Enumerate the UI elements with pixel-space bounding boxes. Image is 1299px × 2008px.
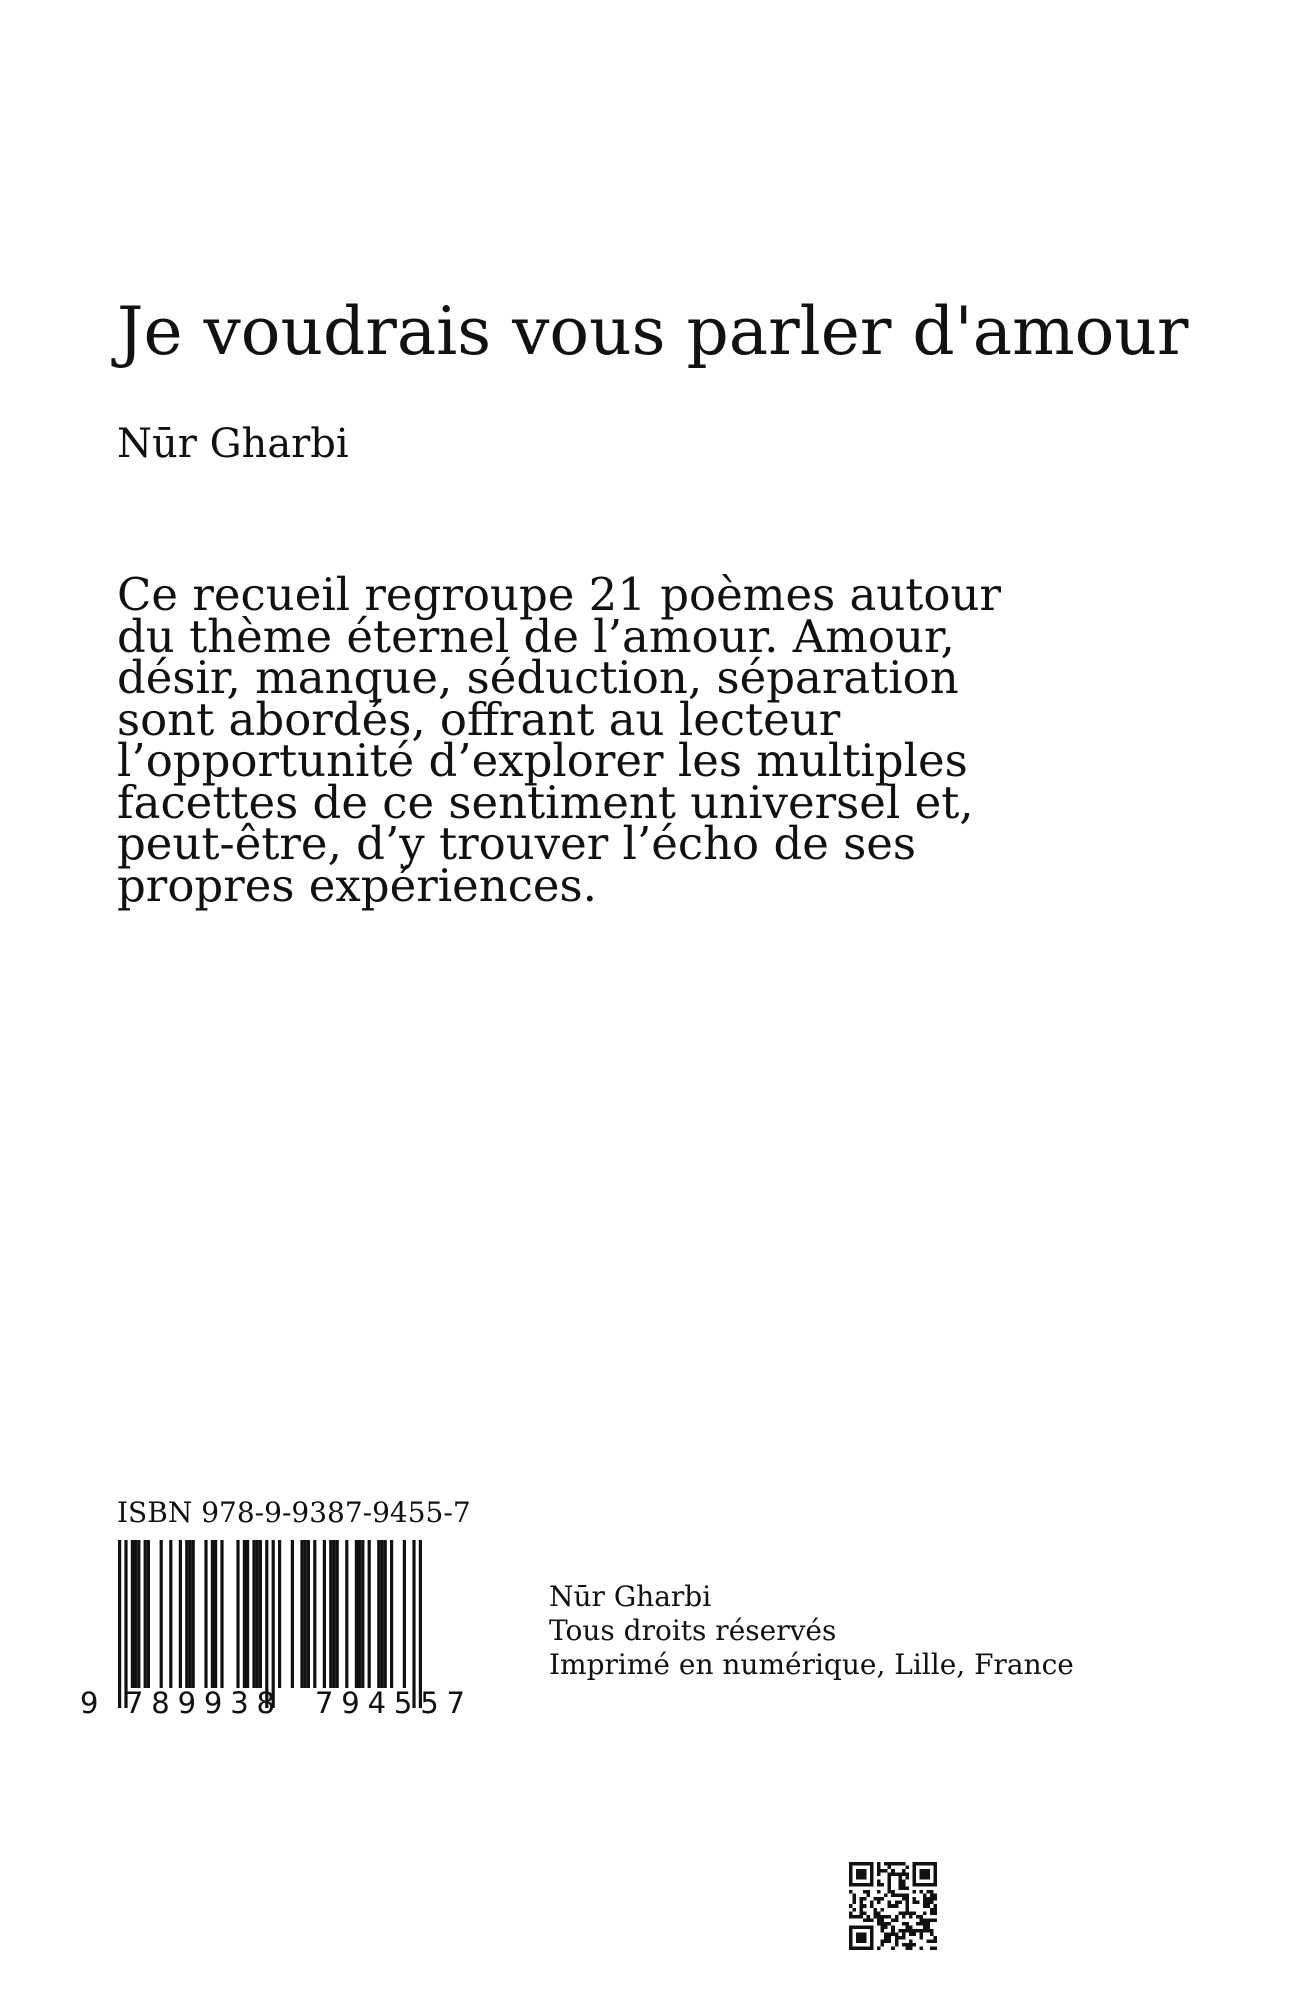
blurb-line: désir, manque, séduction, séparation: [117, 651, 959, 704]
qr-module: [898, 1873, 902, 1877]
qr-module: [884, 1936, 888, 1940]
qr-module: [877, 1862, 881, 1866]
qr-module: [888, 1922, 892, 1926]
barcode-bar: [300, 1540, 303, 1688]
barcode-bar: [169, 1540, 172, 1688]
barcode-bar: [211, 1540, 214, 1688]
qr-module: [902, 1887, 906, 1891]
qr-module: [923, 1897, 927, 1901]
barcode-bar: [243, 1540, 246, 1688]
qr-module: [867, 1915, 871, 1919]
qr-module: [863, 1904, 867, 1908]
qr-module: [923, 1904, 927, 1908]
qr-modules: [849, 1862, 937, 1950]
qr-module: [905, 1894, 909, 1898]
qr-module: [926, 1890, 930, 1894]
barcode-bar: [188, 1540, 191, 1688]
qr-module: [881, 1925, 885, 1929]
qr-module: [926, 1922, 930, 1926]
qr-module: [884, 1932, 888, 1936]
qr-module: [930, 1932, 934, 1936]
qr-module: [912, 1929, 916, 1933]
qr-module: [919, 1918, 923, 1922]
barcode-digit-lead: 9: [80, 1686, 99, 1718]
qr-module: [905, 1929, 909, 1933]
book-blurb: [117, 568, 1001, 912]
barcode-bar: [144, 1540, 147, 1688]
qr-module: [888, 1887, 892, 1891]
qr-module: [930, 1946, 934, 1950]
qr-module: [923, 1929, 927, 1933]
qr-module: [895, 1936, 899, 1940]
qr-module: [895, 1904, 899, 1908]
qr-module: [916, 1929, 920, 1933]
qr-module: [874, 1897, 878, 1901]
qr-module: [930, 1908, 934, 1912]
qr-module: [863, 1918, 867, 1922]
qr-module: [891, 1929, 895, 1933]
qr-module: [933, 1904, 937, 1908]
barcode-bar: [252, 1540, 255, 1688]
qr-module: [926, 1901, 930, 1905]
qr-module: [895, 1943, 899, 1947]
qr-module: [898, 1876, 902, 1880]
barcode-bar: [131, 1540, 134, 1688]
qr-code-icon: [849, 1862, 937, 1950]
barcode-bar: [192, 1540, 195, 1688]
qr-module: [902, 1915, 906, 1919]
qr-module: [919, 1929, 923, 1933]
qr-module: [891, 1904, 895, 1908]
qr-module: [926, 1939, 930, 1943]
qr-module: [909, 1915, 913, 1919]
qr-module: [849, 1904, 853, 1908]
qr-module: [895, 1939, 899, 1943]
qr-module: [891, 1946, 895, 1950]
qr-module: [902, 1929, 906, 1933]
barcode-bar: [137, 1540, 140, 1688]
qr-module: [905, 1904, 909, 1908]
barcode-bar: [272, 1540, 275, 1708]
qr-module: [919, 1915, 923, 1919]
qr-module: [902, 1943, 906, 1947]
barcode-bar: [134, 1540, 137, 1688]
qr-module: [891, 1873, 895, 1877]
qr-module: [874, 1911, 878, 1915]
blurb-line: du thème éternel de l’amour. Amour,: [117, 609, 955, 663]
barcode-bar: [358, 1540, 361, 1688]
qr-module: [895, 1932, 899, 1936]
qr-module: [881, 1918, 885, 1922]
blurb-line: propres expériences.: [117, 858, 597, 912]
qr-module: [905, 1876, 909, 1880]
isbn-barcode: [78, 1538, 488, 1718]
qr-module: [877, 1911, 881, 1915]
barcode-bar: [403, 1540, 406, 1688]
qr-module: [860, 1897, 864, 1901]
barcode-bar: [118, 1540, 121, 1708]
qr-module: [919, 1946, 923, 1950]
qr-module: [870, 1918, 874, 1922]
qr-module: [930, 1939, 934, 1943]
barcode-bar: [361, 1540, 364, 1688]
qr-module: [881, 1939, 885, 1943]
qr-module: [891, 1932, 895, 1936]
qr-module: [933, 1894, 937, 1898]
qr-module: [912, 1943, 916, 1947]
qr-module: [849, 1890, 853, 1894]
qr-module: [867, 1918, 871, 1922]
qr-module: [933, 1946, 937, 1950]
qr-module: [877, 1890, 881, 1894]
barcode-bar: [256, 1540, 259, 1688]
qr-module: [891, 1925, 895, 1929]
barcode-bar: [124, 1540, 127, 1708]
barcode-bar: [185, 1540, 188, 1688]
qr-module: [933, 1939, 937, 1943]
qr-module: [902, 1894, 906, 1898]
qr-module: [902, 1897, 906, 1901]
qr-module: [916, 1915, 920, 1919]
qr-module: [912, 1897, 916, 1901]
qr-module: [867, 1894, 871, 1898]
qr-module: [905, 1901, 909, 1905]
barcode-bar: [179, 1540, 182, 1688]
qr-module: [902, 1869, 906, 1873]
qr-module: [895, 1894, 899, 1898]
barcode-bar: [265, 1540, 268, 1708]
qr-module: [877, 1869, 881, 1873]
barcode-bar: [368, 1540, 371, 1688]
qr-module: [870, 1901, 874, 1905]
qr-module: [909, 1946, 913, 1950]
barcode-bar: [332, 1540, 335, 1688]
qr-module: [860, 1908, 864, 1912]
qr-module: [930, 1929, 934, 1933]
qr-module: [877, 1880, 881, 1884]
qr-module: [902, 1873, 906, 1877]
qr-module: [888, 1936, 892, 1940]
barcode-bar: [220, 1540, 223, 1688]
qr-module: [874, 1915, 878, 1919]
qr-module: [926, 1897, 930, 1901]
qr-module: [923, 1901, 927, 1905]
qr-module: [905, 1866, 909, 1870]
qr-module: [884, 1862, 888, 1866]
qr-module: [905, 1897, 909, 1901]
qr-module: [898, 1894, 902, 1898]
qr-module: [881, 1883, 885, 1887]
qr-module: [930, 1918, 934, 1922]
qr-module: [860, 1911, 864, 1915]
qr-module: [902, 1880, 906, 1884]
qr-module: [933, 1936, 937, 1940]
qr-module: [930, 1911, 934, 1915]
blurb-line: sont abordés, offrant au lecteur: [117, 692, 841, 746]
qr-module: [933, 1908, 937, 1912]
imprint-printed: Imprimé en numérique, Lille, France: [549, 1648, 1074, 1681]
barcode-bar: [355, 1540, 358, 1688]
barcode-bar: [278, 1540, 281, 1688]
qr-module: [898, 1880, 902, 1884]
qr-module: [881, 1908, 885, 1912]
imprint-block: [549, 1580, 1074, 1682]
qr-module: [902, 1911, 906, 1915]
qr-module: [923, 1911, 927, 1915]
qr-module: [853, 1894, 857, 1898]
barcode-bar: [147, 1540, 150, 1688]
qr-module: [884, 1894, 888, 1898]
qr-module: [877, 1883, 881, 1887]
qr-module: [888, 1932, 892, 1936]
qr-module: [898, 1929, 902, 1933]
qr-module: [930, 1894, 934, 1898]
qr-module: [856, 1932, 867, 1943]
qr-module: [853, 1897, 857, 1901]
barcode-bar: [304, 1540, 307, 1688]
blurb-line: peut-être, d’y trouver l’écho de ses: [117, 817, 917, 870]
isbn-label: ISBN 978-9-9387-9455-7: [117, 1496, 471, 1529]
qr-module: [919, 1869, 930, 1880]
qr-module: [891, 1862, 895, 1866]
qr-module: [916, 1901, 920, 1905]
qr-module: [895, 1873, 899, 1877]
barcode-bars: [118, 1540, 422, 1708]
qr-module: [905, 1887, 909, 1891]
qr-module: [888, 1915, 892, 1919]
qr-module: [909, 1911, 913, 1915]
qr-module: [884, 1922, 888, 1926]
qr-module: [895, 1862, 899, 1866]
barcode-bar: [291, 1540, 294, 1688]
qr-module: [905, 1911, 909, 1915]
qr-module: [930, 1897, 934, 1901]
qr-module: [891, 1869, 895, 1873]
qr-module: [877, 1918, 881, 1922]
qr-module: [898, 1911, 902, 1915]
qr-module: [877, 1915, 881, 1919]
barcode-bar: [236, 1540, 239, 1688]
qr-module: [919, 1936, 923, 1940]
qr-module: [888, 1939, 892, 1943]
qr-module: [870, 1904, 874, 1908]
qr-module: [888, 1890, 892, 1894]
qr-module: [898, 1936, 902, 1940]
qr-module: [902, 1883, 906, 1887]
qr-module: [905, 1925, 909, 1929]
qr-module: [933, 1918, 937, 1922]
qr-module: [919, 1890, 923, 1894]
qr-module: [905, 1943, 909, 1947]
qr-module: [898, 1883, 902, 1887]
qr-module: [853, 1908, 857, 1912]
qr-module: [898, 1901, 902, 1905]
qr-module: [874, 1908, 878, 1912]
qr-module: [877, 1946, 881, 1950]
qr-module: [919, 1922, 923, 1926]
qr-module: [905, 1908, 909, 1912]
qr-module: [912, 1911, 916, 1915]
qr-module: [902, 1932, 906, 1936]
qr-module: [856, 1915, 860, 1919]
qr-module: [895, 1915, 899, 1919]
qr-module: [849, 1915, 853, 1919]
barcode-bar: [390, 1540, 393, 1688]
qr-module: [923, 1894, 927, 1898]
qr-module: [888, 1904, 892, 1908]
qr-module: [916, 1922, 920, 1926]
qr-module: [909, 1932, 913, 1936]
blurb-line: Ce recueil regroupe 21 poèmes autour: [117, 568, 1001, 621]
barcode-bar: [329, 1540, 332, 1688]
qr-module: [863, 1897, 867, 1901]
barcode-bar: [246, 1540, 249, 1688]
qr-module: [881, 1929, 885, 1933]
qr-module: [888, 1883, 892, 1887]
qr-module: [877, 1922, 881, 1926]
barcode-bar: [307, 1540, 310, 1688]
qr-module: [923, 1918, 927, 1922]
qr-module: [912, 1932, 916, 1936]
qr-module: [905, 1873, 909, 1877]
qr-module: [909, 1943, 913, 1947]
qr-module: [884, 1915, 888, 1919]
qr-module: [888, 1866, 892, 1870]
barcode-bar: [377, 1540, 380, 1688]
qr-module: [888, 1901, 892, 1905]
qr-module: [905, 1946, 909, 1950]
qr-module: [891, 1890, 895, 1894]
qr-module: [860, 1915, 864, 1919]
book-author: Nūr Gharbi: [117, 421, 349, 467]
qr-module: [898, 1887, 902, 1891]
qr-module: [853, 1915, 857, 1919]
barcode-bar: [419, 1540, 422, 1708]
qr-module: [891, 1894, 895, 1898]
barcode-digits-left: 789938: [125, 1686, 275, 1718]
qr-module: [933, 1911, 937, 1915]
qr-module: [860, 1901, 864, 1905]
blurb-line: l’opportunité d’explorer les multiples: [117, 734, 968, 787]
qr-module: [881, 1897, 885, 1901]
barcode-bar: [160, 1540, 163, 1688]
barcode-digits-right: 794557: [315, 1686, 465, 1718]
barcode-bar: [259, 1540, 262, 1688]
qr-module: [863, 1890, 867, 1894]
imprint-rights: Tous droits réservés: [549, 1614, 837, 1647]
qr-module: [923, 1922, 927, 1926]
qr-module: [926, 1929, 930, 1933]
barcode-bar: [384, 1540, 387, 1688]
qr-module: [933, 1897, 937, 1901]
qr-module: [884, 1869, 888, 1873]
qr-module: [912, 1901, 916, 1905]
qr-module: [881, 1915, 885, 1919]
qr-module: [856, 1869, 867, 1880]
barcode-bar: [412, 1540, 415, 1708]
barcode-bar: [313, 1540, 316, 1688]
qr-module: [888, 1862, 892, 1866]
qr-module: [884, 1925, 888, 1929]
qr-module: [902, 1936, 906, 1940]
qr-module: [919, 1932, 923, 1936]
qr-module: [930, 1901, 934, 1905]
book-title: Je voudrais vous parler d'amour: [117, 293, 1189, 370]
qr-module: [898, 1862, 902, 1866]
qr-module: [881, 1922, 885, 1926]
qr-module: [881, 1943, 885, 1947]
qr-module: [888, 1880, 892, 1884]
qr-module: [895, 1901, 899, 1905]
barcode-bar: [204, 1540, 207, 1688]
barcode-bar: [214, 1540, 217, 1688]
qr-module: [909, 1929, 913, 1933]
qr-module: [877, 1873, 881, 1877]
qr-module: [853, 1901, 857, 1905]
qr-module: [860, 1904, 864, 1908]
qr-module: [891, 1918, 895, 1922]
qr-module: [884, 1939, 888, 1943]
qr-module: [863, 1911, 867, 1915]
qr-module: [877, 1901, 881, 1905]
qr-module: [926, 1925, 930, 1929]
qr-module: [926, 1918, 930, 1922]
barcode-bar: [323, 1540, 326, 1688]
qr-module: [895, 1918, 899, 1922]
qr-module: [905, 1922, 909, 1926]
qr-module: [930, 1890, 934, 1894]
barcode-bar: [345, 1540, 348, 1688]
qr-module: [888, 1873, 892, 1877]
qr-module: [888, 1876, 892, 1880]
qr-module: [849, 1911, 853, 1915]
qr-module: [881, 1869, 885, 1873]
qr-module: [877, 1866, 881, 1870]
qr-module: [909, 1925, 913, 1929]
qr-module: [902, 1922, 906, 1926]
imprint-author: Nūr Gharbi: [549, 1580, 712, 1613]
qr-module: [909, 1939, 913, 1943]
qr-module: [867, 1890, 871, 1894]
qr-module: [926, 1904, 930, 1908]
qr-module: [902, 1862, 906, 1866]
blurb-line: facettes de ce sentiment universel et,: [117, 775, 974, 829]
qr-module: [923, 1925, 927, 1929]
qr-module: [877, 1897, 881, 1901]
barcode-bar: [336, 1540, 339, 1688]
barcode-bar: [380, 1540, 383, 1688]
qr-module: [912, 1890, 916, 1894]
